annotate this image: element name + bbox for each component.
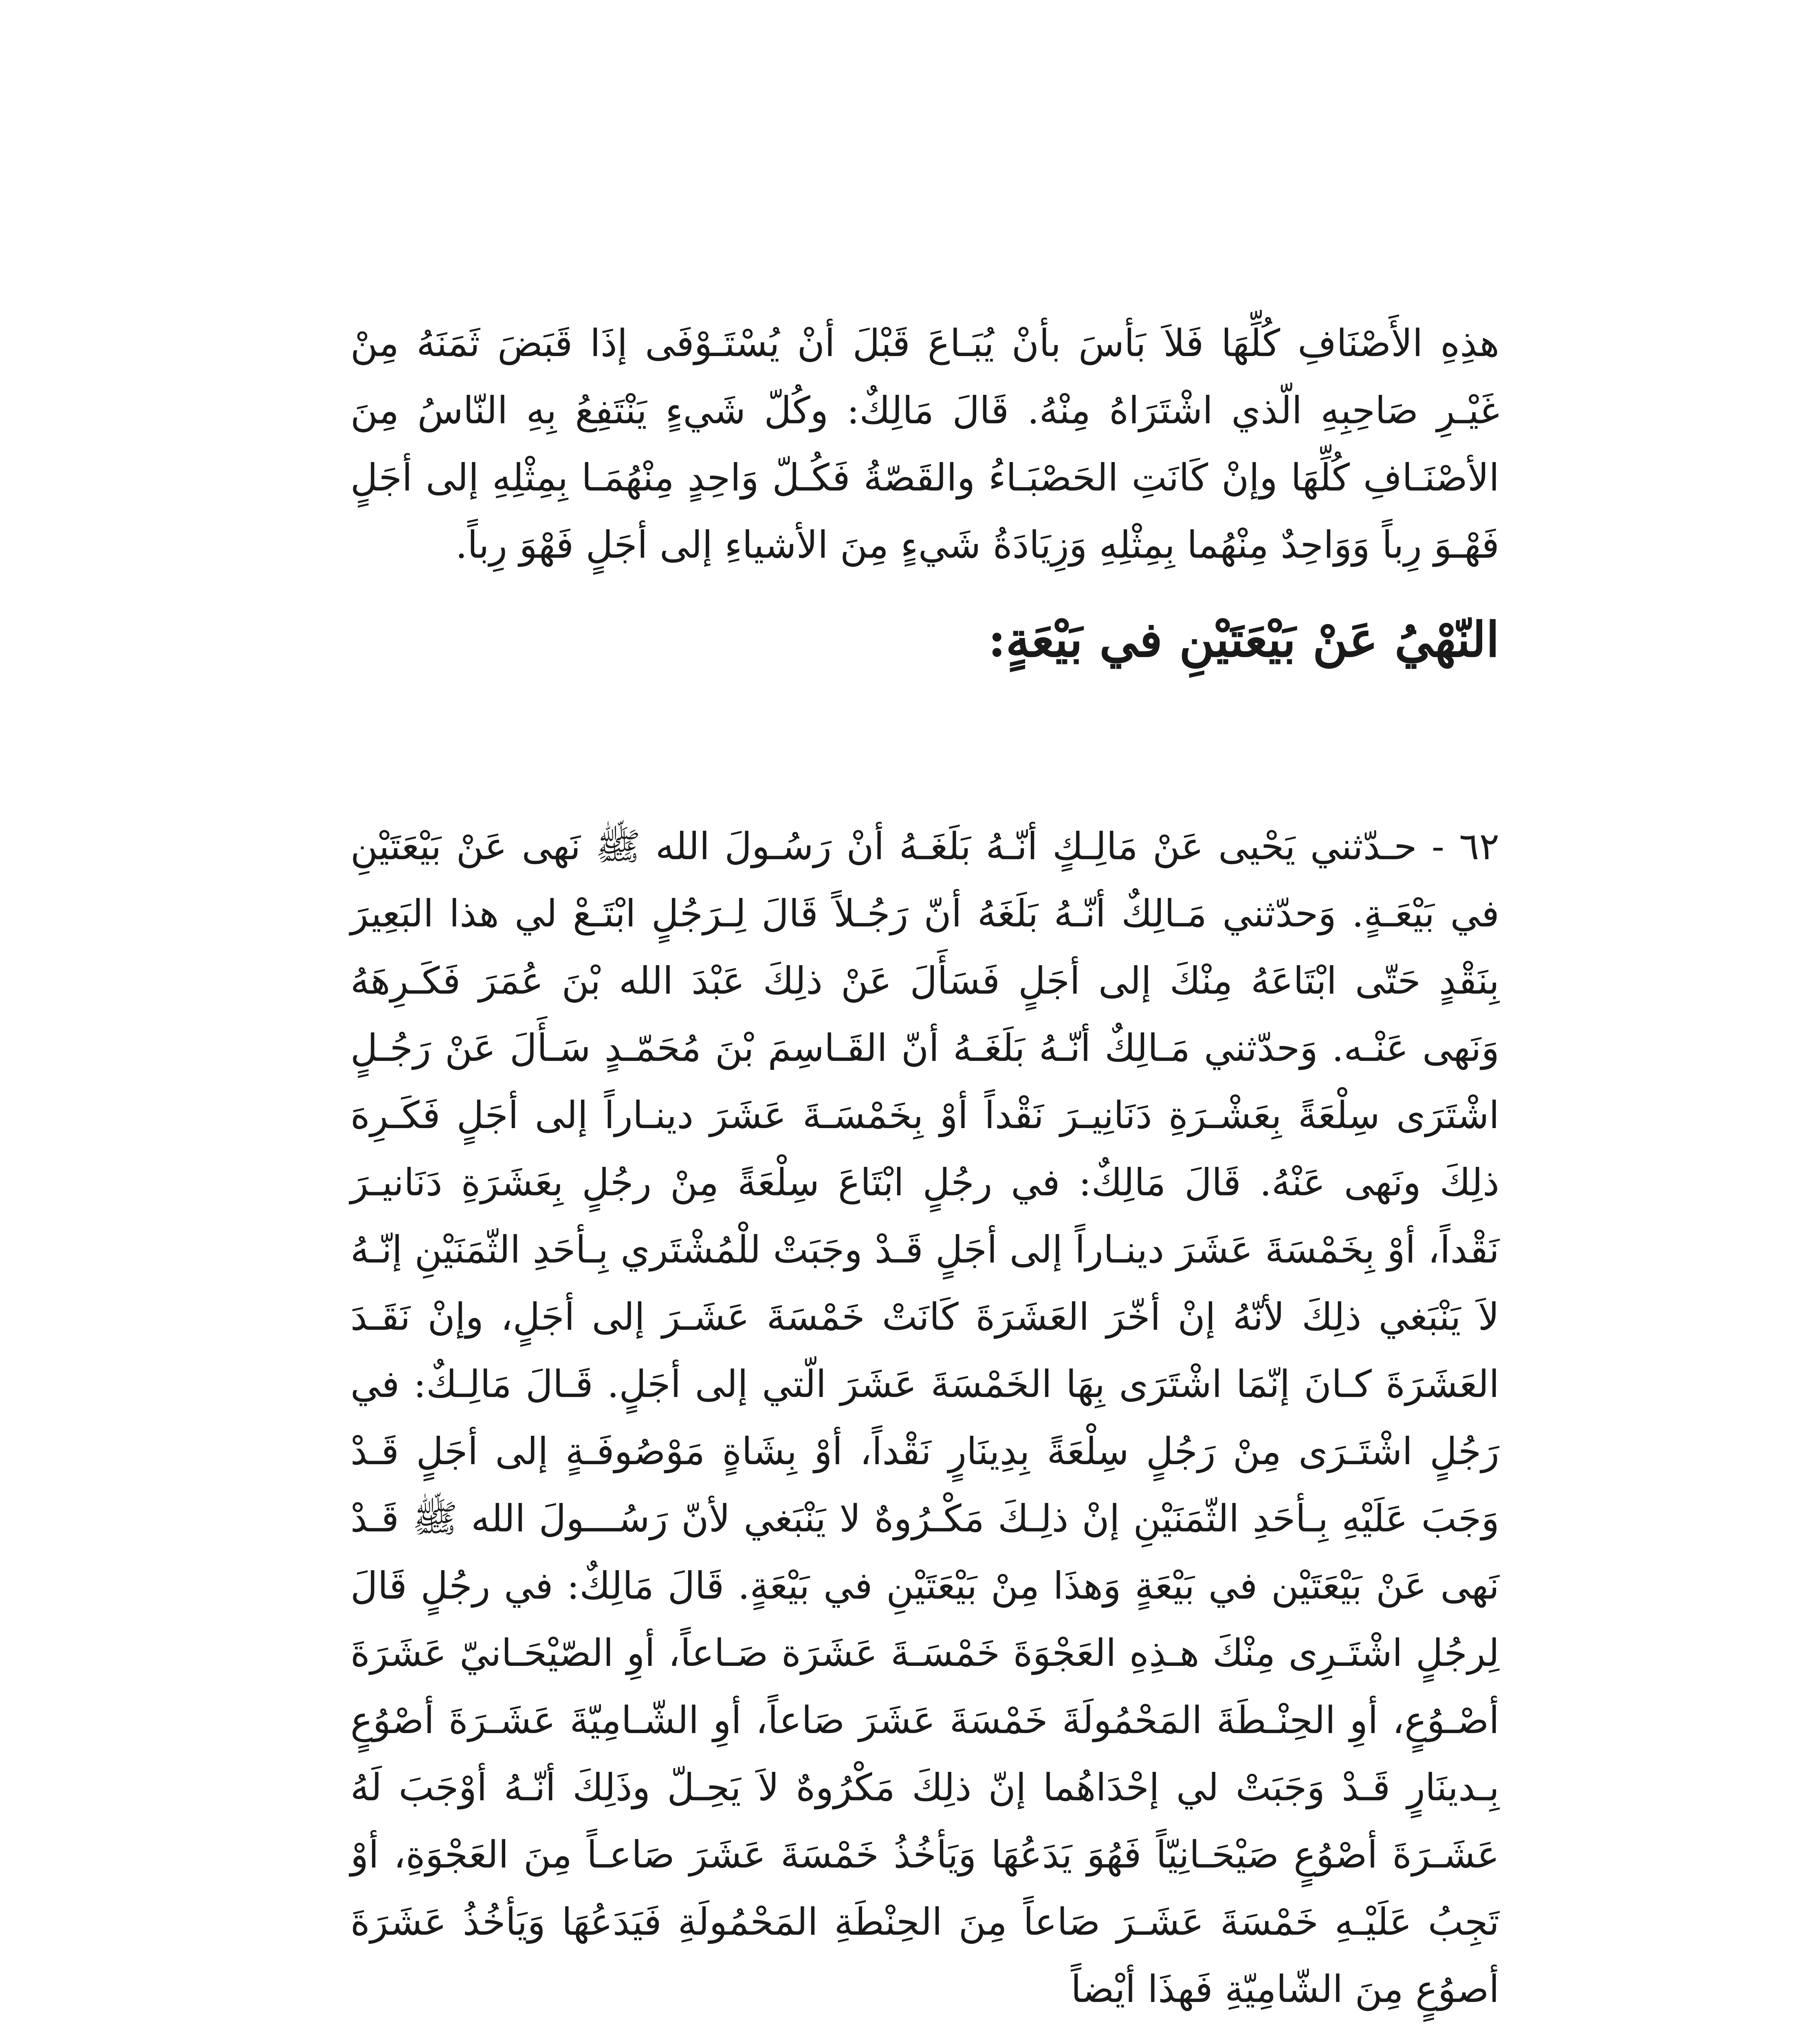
continuation-paragraph: هذِهِ الأَصْنَافِ كُلِّهَا فَلاَ بَأسَ بأنْ يُبَـاعَ قَبْلَ أنْ يُسْتَـوْفَى إذَا قَبَضَ ثَمَنَهُ مِنْ غَيْـرِ صَاحِبِهِ الّذي اشْتَرَاهُ مِنْهُ. قَالَ مَالِكٌ: وكُلّ شَيءٍ يَنْتَفِعُ بِهِ النّاسُ مِنَ الأصْنَـافِ كُلِّهَا وإنْ كَانَتِ الحَصْبَـاءُ والقَصّةُ فَكُـلّ وَاحِدٍ مِنْهُمَـا بِمِثْلِهِ إلى أجَلٍ فَهْـوَ رِباً وَوَاحِدٌ مِنْهُما بِمِثْلِهِ وَزِيَادَةُ شَيءٍ مِنَ الأشياءِ إلى أجَلٍ فَهْوَ رِباً. bbox=[350, 321, 1499, 567]
section-heading: النّهْيُ عَنْ بَيْعَتَيْنِ في بَيْعَةٍ: bbox=[988, 611, 1499, 668]
hadith-paragraph: ٦٢ - حـدّثني يَحْيى عَنْ مَالِـكٍ أنّـهُ بَلَغَـهُ أنْ رَسُـولَ الله ﷺ نَهى عَنْ بَيْعَتَيْنِ في بَيْعَـةٍ. وَحدّثني مَـالِكٌ أنّـهُ بَلَغَهُ أنّ رَجُـلاً قَالَ لِـرَجُلٍ ابْتَـعْ لي هذا البَعِيرَ بِنَقْدٍ حَتّى ابْتَاعَهُ مِنْكَ إلى أجَلٍ فَسَأَلَ عَنْ ذلِكَ عَبْدَ الله بْنَ عُمَرَ فَكَـرِهَهُ وَنَهى عَنْـه. وَحدّثني مَـالِكٌ أنّـهُ بَلَغَـهُ أنّ القَـاسِمَ بْنَ مُحَمّـدٍ سَـأَلَ عَنْ رَجُـلٍ اشْتَرَى سِلْعَةً بِعَشْـرَةِ دَنَانِيـرَ نَقْداً أوْ بِخَمْسَـةَ عَشَرَ دينـاراً إلى أجَلٍ فَكَـرِهَ ذلِكَ ونَهى عَنْهُ. قَالَ مَالِكٌ: في رجُلٍ ابْتَاعَ سِلْعَةً مِنْ رجُلٍ بِعَشَرَةِ دَنَانيـرَ نَقْداً، أوْ بِخَمْسَةَ عَشَرَ دينـاراً إلى أجَلٍ قَـدْ وجَبَتْ للْمُشْتَري بِـأحَدِ الثّمَنَيْنِ إنّـهُ لاَ يَنْبَغي ذلِكَ لأنّهُ إنْ أخّرَ العَشَرَةَ كَانَتْ خَمْسَةَ عَشَـرَ إلى أجَلٍ، وإنْ نَقَـدَ العَشَرَةَ كـانَ إنّمَا اشْتَرَى بِهَا الخَمْسَةَ عَشَرَ الّتي إلى أجَلٍ. قَـالَ مَالِـكٌ: في رَجُلٍ اشْتَـرَى مِنْ رَجُلٍ سِلْعَةً بِدِينَارٍ نَقْداً، أوْ بِشَاةٍ مَوْصُوفَـةٍ إلى أجَلٍ قَـدْ وَجَبَ عَلَيْهِ بِـأحَدِ الثّمَنَيْنِ إنْ ذلِـكَ مَكْـرُوهٌ لا يَنْبَغي لأنّ رَسُـــولَ الله ﷺ قَـدْ نَهى عَنْ بَيْعَتَيْن في بَيْعَةٍ وَهذَا مِنْ بَيْعَتَيْنِ في بَيْعَةٍ. قَالَ مَالِكٌ: في رجُلٍ قَالَ لِرجُلٍ اشْتَـرِى مِنْكَ هـذِهِ العَجْوَةَ خَمْسَـةَ عَشَرَة صَـاعاً، أوِ الصّيْحَـانيّ عَشَرَةَ أصْـوُعٍ، أوِ الحِنْـطَةَ المَحْمُولَةَ خَمْسَةَ عَشَرَ صَاعاً، أوِ الشّـامِيّةَ عَشَـرَةَ أصْوُعٍ بِـدينَارٍ قَـدْ وَجَبَتْ لي إحْدَاهُما إنّ ذلِكَ مَكْرُوهٌ لاَ يَحِـلّ وذَلِكَ أنّـهُ أوْجَبَ لَهُ عَشَـرَةَ أصْوُعٍ صَيْحَـانِيّاً فَهُوَ يَدَعُهَا وَيَأخُذُ خَمْسَةَ عَشَرَ صَاعـاً مِنَ العَجْوَةِ، أوْ تَجِبُ عَلَيْـهِ خَمْسَةَ عَشَـرَ صَاعاً مِنَ الحِنْطَةِ المَحْمُولَةِ فَيَدَعُهَا وَيَأخُذُ عَشَرَةَ أصوُعٍ مِنَ الشّامِيّةِ فَهذَا أيْضاً bbox=[350, 825, 1499, 2011]
